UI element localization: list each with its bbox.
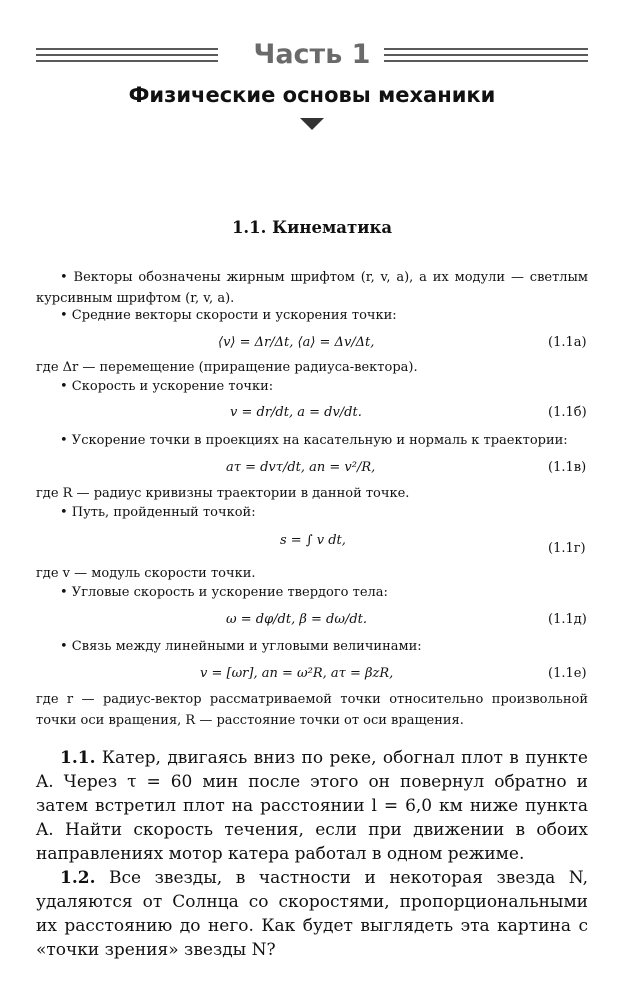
equation: ω = dφ/dt, β = dω/dt. [226,612,368,627]
equation-number: (1.1а) [548,335,587,350]
equation: v = [ωr], an = ω²R, aτ = βzR, [200,666,394,681]
theory-paragraph: • Векторы обозначены жирным шрифтом (r, v, a), а их модули — светлым курсивным шрифтом (r, v, a). [36,270,588,306]
equation-number: (1.1г) [548,541,586,556]
theory-paragraph: где R — радиус кривизны траектории в данной точке. [36,486,410,501]
part-title: Часть 1 [246,39,379,70]
theory-paragraph: где r — радиус-вектор рассматриваемой точки относительно произвольной точки оси вращения, R — расстояние точки от оси вращения. [36,692,588,728]
equation-number: (1.1в) [548,460,587,475]
problem-number: 1.1. [60,748,96,768]
theory-paragraph: • Угловые скорость и ускорение твердого тела: [60,585,388,600]
chapter-title: Физические основы механики [128,83,496,107]
equation-number: (1.1б) [548,405,587,420]
theory-paragraph: • Скорость и ускорение точки: [60,379,274,394]
equation: s = ∫ v dt, [280,533,346,548]
equation: v = dr/dt, a = dv/dt. [230,405,362,420]
theory-paragraph: • Ускорение точки в проекциях на касательную и нормаль к траектории: [60,433,568,448]
down-triangle-icon [300,118,324,130]
theory-paragraph: где Δr — перемещение (приращение радиуса-вектора). [36,360,418,375]
section-title: 1.1. Кинематика [231,218,393,237]
problem-1 [36,746,588,866]
equation: ⟨v⟩ = Δr/Δt, ⟨a⟩ = Δv/Δt, [218,335,375,350]
problem-text: Катер, двигаясь вниз по реке, обогнал плот в пункте A. Через τ = 60 мин после этого он повернул обратно и затем встретил плот на расстоянии l = 6,0 км ниже пункта A. Найти скорость течения, если при движении в обоих направлениях мотор катера работал в одном режиме. [36,748,588,864]
theory-paragraph: • Средние векторы скорости и ускорения точки: [60,308,397,323]
equation-number: (1.1д) [548,612,587,627]
part-header [36,40,588,70]
theory-paragraph: где v — модуль скорости точки. [36,566,256,581]
theory-paragraph: • Связь между линейными и угловыми величинами: [60,639,422,654]
equation: aτ = dvτ/dt, an = v²/R, [226,460,376,475]
problem-text: Все звезды, в частности и некоторая звезда N, удаляются от Солнца со скоростями, пропорциональными их расстоянию до него. Как будет выглядеть эта картина с «точки зрения» звезды N? [36,868,588,960]
problem-2 [36,866,588,962]
theory-paragraph: • Путь, пройденный точкой: [60,505,256,520]
equation-number: (1.1е) [548,666,587,681]
problem-number: 1.2. [60,868,96,888]
